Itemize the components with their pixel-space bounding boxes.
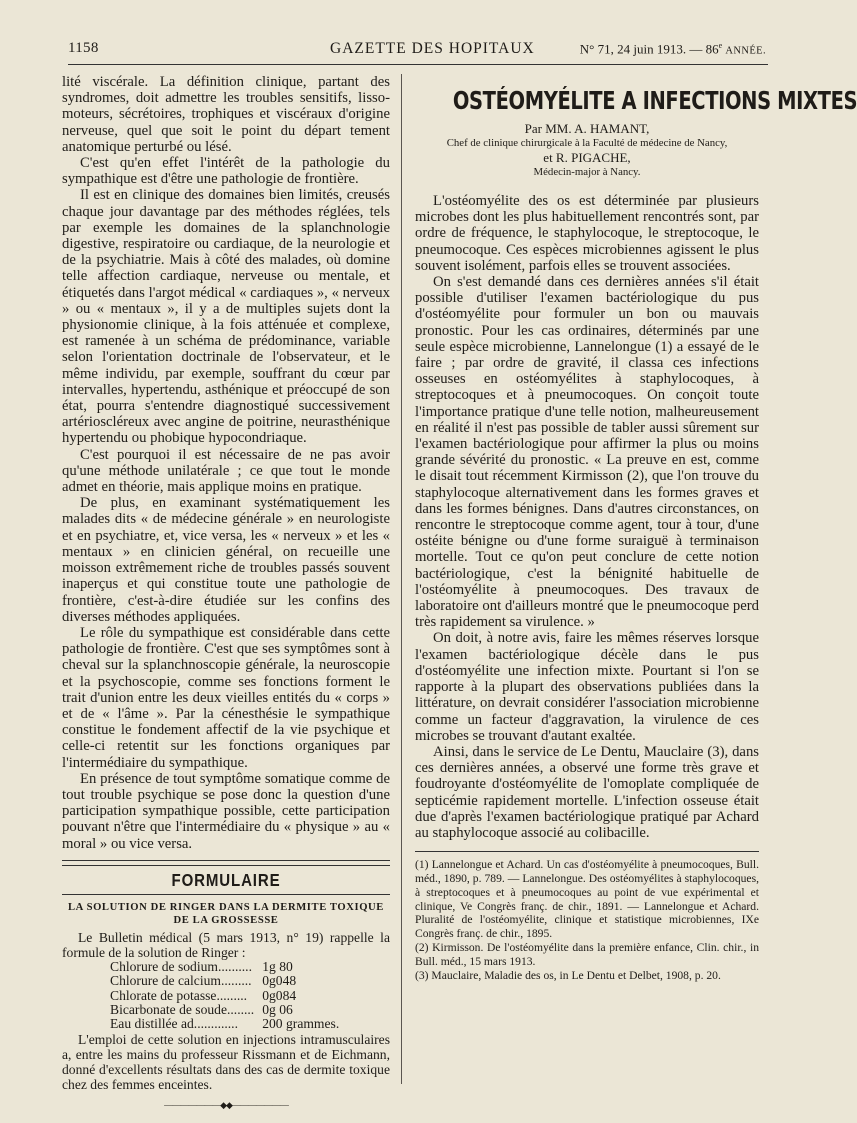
section-title: FORMULAIRE bbox=[171, 869, 281, 890]
ingredient-qty: 1g 80 bbox=[262, 958, 293, 974]
ingredient-name: Chlorure de calcium......... bbox=[110, 973, 252, 989]
recipe-row bbox=[110, 1003, 339, 1017]
byline-affiliation: Médecin-major à Nancy. bbox=[533, 165, 641, 178]
ingredient-qty: 0g048 bbox=[262, 973, 297, 989]
section-rule bbox=[62, 894, 390, 895]
ingredient-name: Bicarbonate de soude........ bbox=[110, 1001, 255, 1017]
formula-intro: Le Bulletin médical (5 mars 1913, n° 19) rappelle la formule de la solution de Ringer : bbox=[62, 929, 390, 960]
paragraph: L'ostéomyélite des os est déterminée par plusieurs microbes dont les plus habituellement rencontrés sont, par ordre de fréquence, le staphylocoque, le streptocoque, le pneumocoque. Ces espèces microbiennes agissent le plus souvent isolément, parfois elles se trouvent associées. bbox=[415, 193, 759, 274]
article-title: OSTÉOMYÉLITE A INFECTIONS MIXTES bbox=[452, 86, 857, 115]
paragraph: En présence de tout symptôme somatique comme de tout trouble psychique se pose donc la question d'une participation sympathique possible, cette participation pouvant n'être que l'intermédiaire du « physique » au « moral » ou vice versa. bbox=[62, 770, 390, 852]
column-divider bbox=[401, 74, 402, 1084]
footnote: (2) Kirmisson. De l'ostéomyélite dans la première enfance, Clin. chir., in Bull. méd., 15 mars 1913. bbox=[415, 940, 759, 968]
byline-affiliation: Chef de clinique chirurgicale à la Faculté de médecine de Nancy, bbox=[446, 136, 728, 149]
formula-outro: L'emploi de cette solution en injections intramusculaires a, entre les mains du professeur Rissmann et de Eichmann, donné d'excellents résultats dans des cas de dermite toxique chez des femmes enceintes. bbox=[62, 1031, 390, 1092]
spacer bbox=[415, 179, 759, 193]
paragraph: lité viscérale. La définition clinique, partant des syndromes, doit admettre les troubles sensitifs, lisso-moteurs, sécrétoires, trophiques et viscéraux d'origine nerveuse, quel que soit le point du départ tement anatomique perturbé ou lésé. bbox=[62, 74, 390, 155]
footnote-rule bbox=[415, 851, 759, 852]
footnote: (1) Lannelongue et Achard. Un cas d'ostéomyélite à pneumocoques, Bull. méd., 1890, p. 789. — Lannelongue. Des ostéomyélites à staphylocoques, à streptocoques et à pneumocoques au point de vue expérimental et clinique, Ve Congrès franç. de chir., 1891. — Lannelongue et Achard. Pluralité de l'ostéomyélite, clinique et statistique microbiennes, IXe Congrès franç. de chir., 1895. bbox=[415, 858, 759, 941]
ingredient-name: Chlorure de sodium.......... bbox=[110, 958, 252, 974]
ingredient-qty: 0g 06 bbox=[262, 1001, 293, 1017]
left-column bbox=[62, 74, 390, 1111]
formula-subtitle-line: DE LA GROSSESSE bbox=[173, 914, 279, 926]
ingredient-qty: 0g084 bbox=[262, 987, 297, 1003]
paragraph: Ainsi, dans le service de Le Dentu, Mauclaire (3), dans ces dernières années, a observé une forme très grave et foudroyante d'ostéomyélite de l'omoplate compliquée de septicémie rapidement mortelle. L'infection osseuse était due d'après l'examen bactériologique pratiqué par Achard au staphylocoque associé au colibacille. bbox=[415, 743, 759, 841]
recipe-row bbox=[110, 1017, 339, 1031]
byline-authors: Par MM. A. HAMANT, bbox=[524, 121, 650, 136]
paragraph: Il est en clinique des domaines bien limités, creusés chaque jour davantage par des méthodes réglées, tels par exemple les domaines de la splanchnologie digestive, respiratoire ou cardiaque, de la neurologie et de la psychiatrie. Mais à côté des malades, où domine telle affection cardiaque, nerveuse ou mentale, et étiquetés dans l'argot médical « cardiaques », « nerveux » ou « mentaux », il y a de multiples sujets dont la physionomie clinique, à la fois atténuée et complexe, est ramenée à un schéma de prédominance, variable selon l'orientation doctrinale de l'observateur, et le même individu, par exemple, souffrant du cœur par intervalles, hypertendu, asthénique et préoccupé de son état, pourra s'entendre diagnostiqué successivement artérioscléreux avec angine de poitrine, neurasthénique hypertendu ou phobique hypocondriaque. bbox=[62, 187, 390, 447]
byline-authors: et R. PIGACHE, bbox=[543, 150, 631, 165]
issue-info bbox=[580, 41, 766, 57]
journal-title: GAZETTE DES HOPITAUX bbox=[330, 40, 535, 57]
formula-subtitle-line: LA SOLUTION DE RINGER DANS LA DERMITE TOXIQUE bbox=[68, 901, 384, 913]
issue-year-label: ANNÉE. bbox=[725, 45, 766, 57]
page-number: 1158 bbox=[68, 40, 99, 56]
ingredient-qty: 200 grammes. bbox=[262, 1016, 340, 1032]
paragraph: On doit, à notre avis, faire les mêmes réserves lorsque l'examen bactériologique décèle dans le pus d'ostéomyélite une infection mixte. Pourtant si l'on se rapporte à la plupart des observations publiées dans la littérature, on devrait considérer l'association microbienne comme un facteur d'aggravation, la virulence de ces microbes se trouvant d'autant exaltée. bbox=[415, 630, 759, 744]
issue-date: N° 71, 24 juin 1913. — 86 bbox=[579, 41, 719, 57]
section-rule bbox=[62, 860, 390, 866]
formula-subtitle bbox=[62, 901, 390, 927]
ingredient-name: Eau distillée ad............. bbox=[110, 1016, 238, 1032]
ingredient-name: Chlorate de potasse......... bbox=[110, 987, 248, 1003]
end-ornament: ———————◆◆——————— bbox=[164, 1099, 288, 1110]
recipe-row bbox=[110, 960, 339, 974]
paragraph: Le rôle du sympathique est considérable dans cette pathologie de frontière. C'est que ses symptômes sont à cheval sur la splanchnoscopie générale, la neuroscopie et la psychoscopie, comme ses fonctions forment le trait d'union entre les deux vieilles entités du « corps » et de « l'âme ». Par la cénesthésie le sympathique constitue le fondement affectif de la vie psychique et celle-ci retentit sur les fonctions organiques par l'intermédiaire du sympathique. bbox=[62, 624, 390, 771]
footnote: (3) Mauclaire, Maladie des os, in Le Dentu et Delbet, 1908, p. 20. bbox=[415, 968, 721, 982]
running-header bbox=[68, 38, 768, 65]
recipe-table bbox=[110, 960, 339, 1032]
paragraph: C'est qu'en effet l'intérêt de la pathologie du sympathique est d'être une pathologie de frontière. bbox=[62, 155, 390, 188]
paragraph: On s'est demandé dans ces dernières années s'il était possible d'utiliser l'examen bactériologique du pus d'ostéomyélite pour formuler un bon ou mauvais pronostic. Pour les cas ordinaires, déterminés par une seule espèce microbienne, Lannelongue (1) a essayé de le faire ; par ordre de gravité, il classa ces infections osseuses en ostéomyélites à staphylocoques, à streptocoques et à pneumocoques. On conçoit toute l'importance pratique d'une telle notion, malheureusement en réalité il n'est pas possible de tabler aussi sûrement sur l'examen bactériologique pour affirmer la plus ou moins grande sévérité du pronostic. « La preuve en est, comme le disait tout récemment Kirmisson (2), que l'on trouve du staphylocoque alternativement dans les formes graves et dans les formes bénignes. Dans d'autres circonstances, on rencontre le streptocoque comme agent, tour à tour, d'une ostéite bénigne ou d'une forme suraiguë à terminaison mortelle. Tout ce qu'on peut conclure de cette notion bactériologique, c'est la bénignité habituelle de l'ostéomyélite à pneumocoques. Des travaux de laboratoire ont d'ailleurs montré que le pneumocoque perd très rapidement sa virulence. » bbox=[415, 274, 759, 631]
recipe-row bbox=[110, 989, 339, 1003]
paragraph: C'est pourquoi il est nécessaire de ne pas avoir qu'une méthode unilatérale ; ce que tout le monde admet en théorie, mais applique moins en pratique. bbox=[62, 446, 390, 496]
issue-sup: e bbox=[718, 41, 723, 50]
right-column bbox=[415, 74, 857, 982]
recipe-row bbox=[110, 974, 339, 988]
paragraph: De plus, en examinant systématiquement les malades dits « de médecine générale » en neurologiste et en psychiatre, et, vice versa, les « nerveux » et les « mentaux » en clinicien général, on recueille une moisson extrêmement riche de troubles passés souvent inaperçus et qui constitue toute une pathologie de frontière, c'est-à-dire étudiée sur les confins des diverses méthodes appliquées. bbox=[62, 495, 390, 625]
